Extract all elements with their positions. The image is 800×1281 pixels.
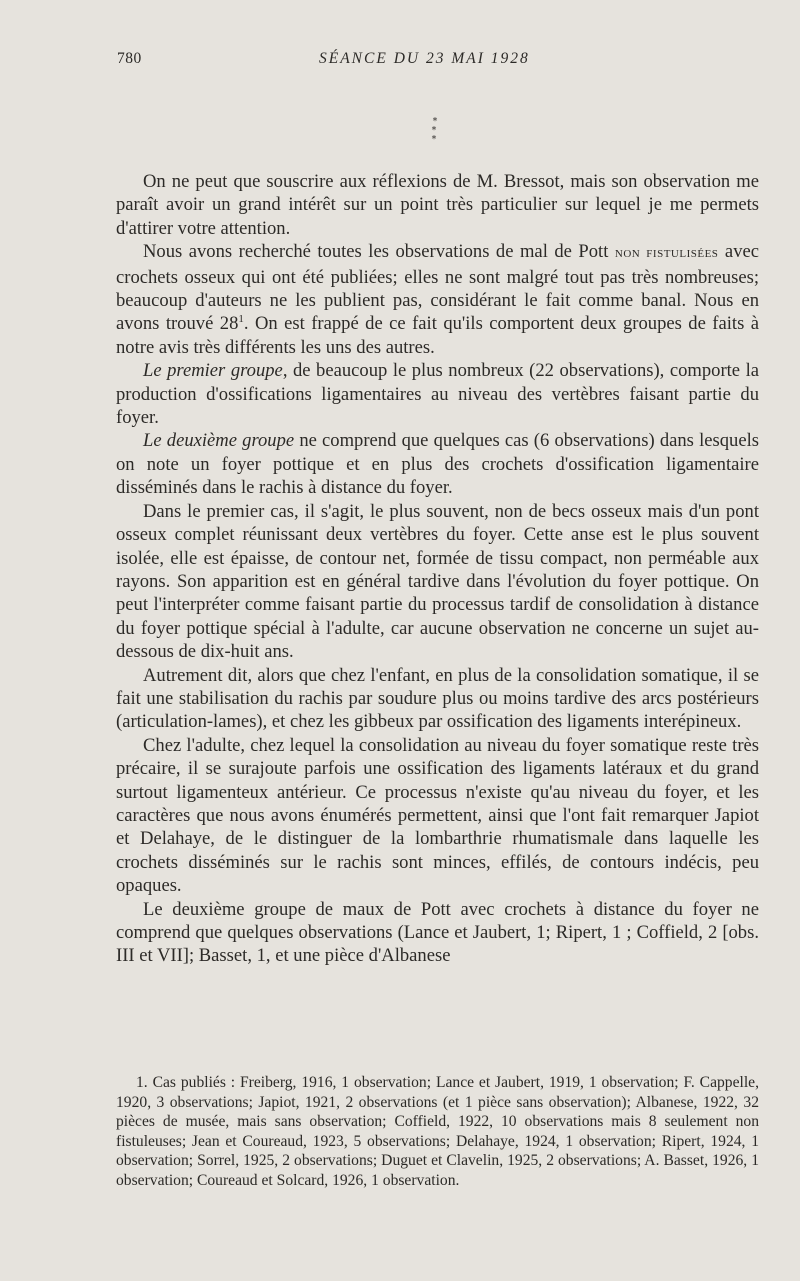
separator-bottom: * * (431, 126, 443, 145)
paragraph-2-start: Nous avons recherché toutes les observations de mal de Pott (143, 241, 615, 263)
paragraph-2-middle: avec crochets osseux qui ont été publiées; elles ne sont malgré tout pas très nombreuses; beaucoup d'auteurs ne les publient pas, considérant le fait comme banal. Nous en avons trouvé 28 (116, 241, 759, 335)
paragraph-8: Le deuxième groupe de maux de Pott avec crochets à distance du foyer ne comprend que quelques observations (Lance et Jaubert, 1; Ripert, 1 ; Coffield, 2 [obs. III et VII]; Basset, 1, et une pièce d'Albanese (116, 898, 759, 967)
footnote-text: Cas publiés : Freiberg, 1916, 1 observation; Lance et Jaubert, 1919, 1 observation; F. Cappelle, 1920, 3 observations; Japiot, 1921, 2 observations (et 1 pièce sans observation); Albanese, 1922, 32 pièces de musée, mais sans observation; Coffield, 1922, 10 observations mais 8 seulement non fistuleuses; Jean et Coureaud, 1923, 5 observations; Delahaye, 1924, 1 observation; Ripert, 1924, 1 observation; Sorrel, 1925, 2 observations; Duguet et Clavelin, 1925, 2 observations; A. Basset, 1926, 1 observation; Coureaud et Solcard, 1926, 1 observation. (116, 1074, 759, 1189)
paragraph-3 (116, 359, 759, 429)
paragraph-3-rest: , de beaucoup le plus nombreux (22 observations), comporte la production d'ossifications ligamentaires au niveau des vertèbres faisant partie du foyer. (116, 360, 759, 429)
paragraph-7: Chez l'adulte, chez lequel la consolidation au niveau du foyer somatique reste très précaire, il se surajoute parfois une ossification des ligaments latéraux et du grand surtout ligamenteux antérieur. Ce processus n'existe qu'au niveau du foyer, et les caractères que nous avons énumérés permettent, ainsi que l'ont fait remarquer Japiot et Delahaye, de le distinguer de la lombarthrie rhumatismale dans laquelle les crochets disséminés sur le rachis sont minces, effilés, de contours indécis, peu opaques. (116, 734, 759, 897)
footnote-number: 1. (136, 1074, 148, 1091)
paragraph-2 (116, 240, 759, 359)
body-text (116, 170, 759, 968)
paragraph-4-italic: Le deuxième groupe (143, 430, 295, 452)
paragraph-2-smallcaps: non fistulisées (614, 245, 719, 262)
paragraph-4 (116, 429, 759, 499)
paragraph-2-end: . On est frappé de ce fait qu'ils comportent deux groupes de faits à notre avis très différents les uns des autres. (116, 313, 759, 358)
footnote-1 (116, 1073, 759, 1190)
paragraph-5: Dans le premier cas, il s'agit, le plus souvent, non de becs osseux mais d'un pont osseux complet réunissant deux vertèbres du foyer. Cette anse est le plus souvent isolée, elle est épaisse, de contour net, formée de tissu compact, non perméable aux rayons. Son apparition est en général tardive dans l'évolution du foyer pottique. On peut l'interpréter comme faisant partie du processus tardif de consolidation à distance du foyer pottique spécial à l'adulte, car aucune observation ne concerne un sujet au-dessous de dix-huit ans. (116, 500, 759, 663)
page-number: 780 (117, 50, 142, 67)
section-separator (420, 118, 450, 145)
running-head: SÉANCE DU 23 MAI 1928 (319, 50, 530, 67)
separator-top: * (432, 117, 438, 127)
footnote-reference: 1 (238, 313, 244, 326)
paragraph-3-italic: Le premier groupe (143, 360, 283, 382)
paragraph-4-rest: ne comprend que quelques cas (6 observations) dans lesquels on note un foyer pottique et en plus des crochets d'ossification ligamentaire disséminés dans le rachis à distance du foyer. (116, 430, 759, 499)
page-header (117, 50, 757, 74)
footnotes (116, 1073, 759, 1190)
paragraph-1: On ne peut que souscrire aux réflexions de M. Bressot, mais son observation me paraît avoir un grand intérêt sur un point très particulier sur lequel je me permets d'attirer votre attention. (116, 171, 759, 239)
paragraph-6: Autrement dit, alors que chez l'enfant, en plus de la consolidation somatique, il se fait une stabilisation du rachis par soudure plus ou moins tardive des arcs postérieurs (articulation-lames), et chez les gibbeux par ossification des ligaments interépineux. (116, 664, 759, 733)
